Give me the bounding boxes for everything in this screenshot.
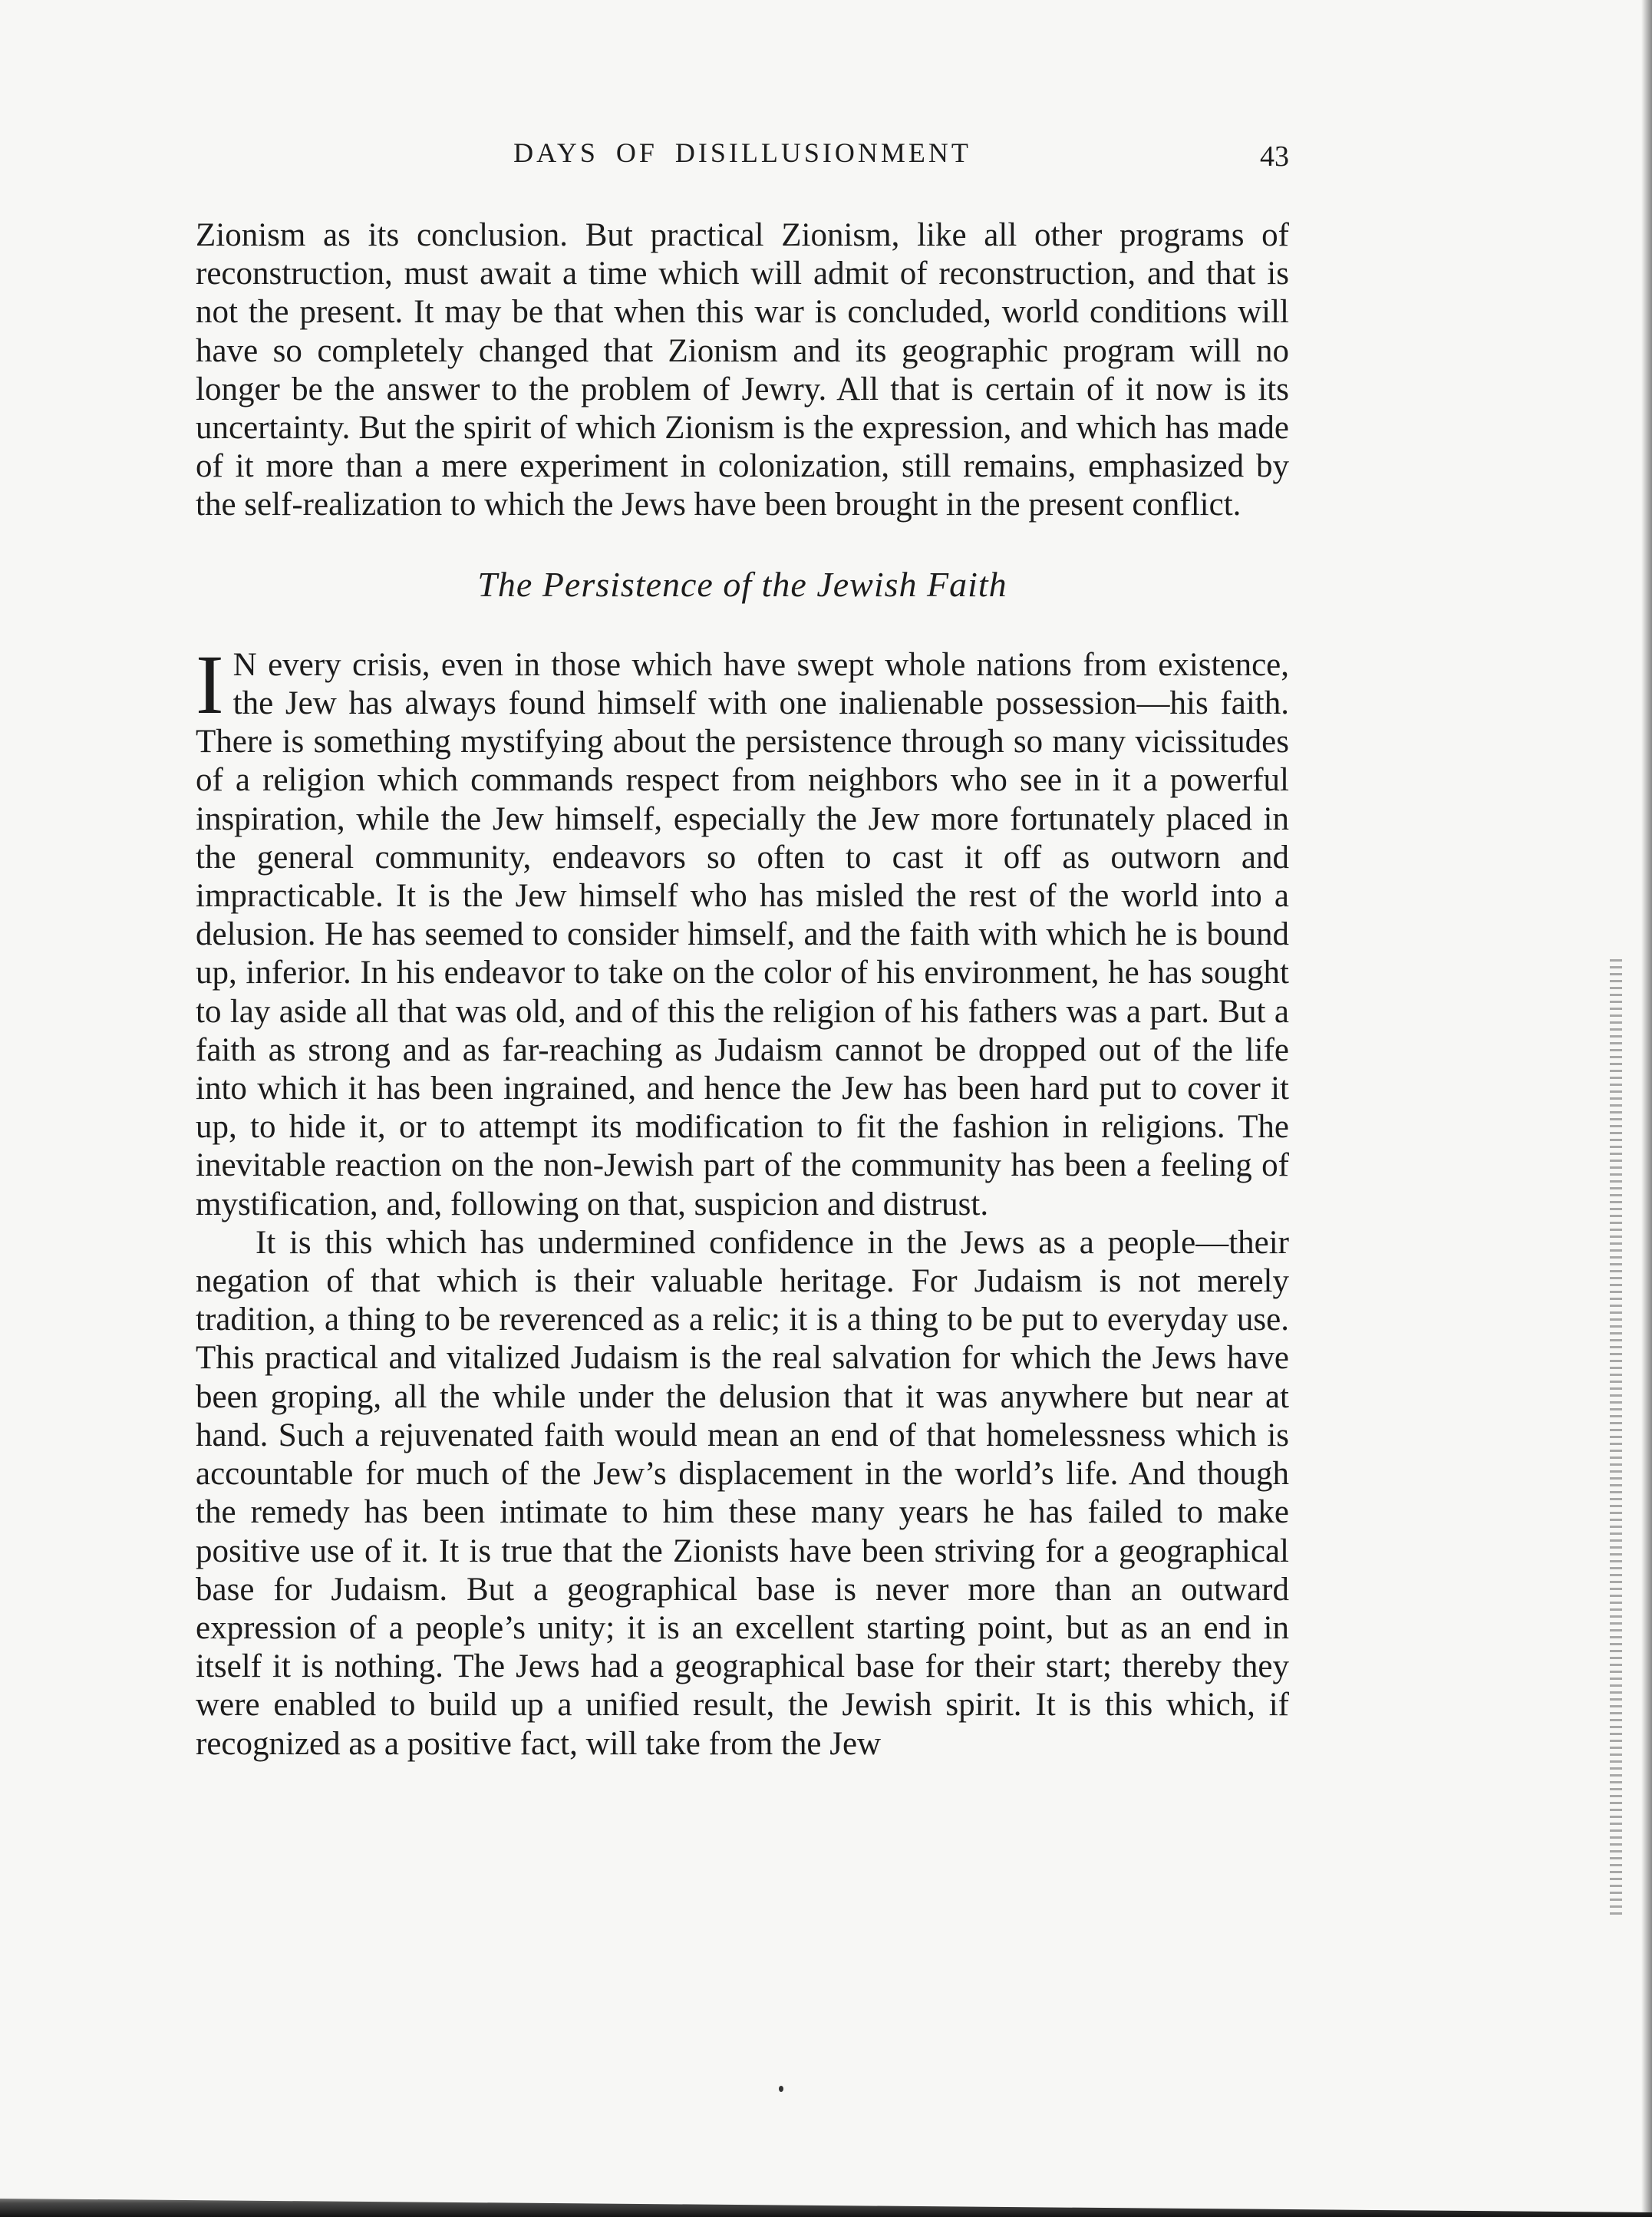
page-speck: [779, 2086, 783, 2092]
opening-paragraph: Zionism as its conclusion. But practical Zionism, like all other programs of reconstruction, must await a time which will admit of reconstruction, and that is not the present. It may be that when this war is concluded, world conditions will have so completely changed that Zionism and its geographic program will no longer be the answer to the problem of Jewry. All that is certain of it now is its uncertainty. But the spirit of which Zionism is the expression, and which has made of it more than a mere experiment in colonization, still remains, emphasized by the self-realization to which the Jews have been brought in the present conflict.: [196, 217, 1289, 523]
binding-edge-marks: [1610, 959, 1622, 1918]
page-bottom-edge-shadow: [0, 2186, 1652, 2217]
text-block: [196, 216, 1289, 1763]
section-heading: The Persistence of the Jewish Faith: [477, 564, 1007, 604]
drop-cap: I: [196, 637, 224, 731]
running-head: DAYS OF DISILLUSIONMENT: [513, 137, 971, 168]
section-paragraph-1: [196, 637, 1289, 1224]
page-header: [196, 137, 1289, 183]
drop-cap-continuation: N: [232, 646, 257, 683]
page-number: 43: [1260, 140, 1289, 173]
page-right-edge-shadow: [1641, 0, 1652, 2217]
section-paragraph-1-text: every crisis, even in those which have swept whole nations from existence, the Jew has always found himself with one inalienable possession—his faith. There is something mystifying about the persistence through so many vicissitudes of a religion which commands respect from neighbors who see in it a powerful inspiration, while the Jew himself, especially the Jew more fortunately placed in the general community, endeavors so often to cast it off as outworn and impracticable. It is the Jew himself who has misled the rest of the world into a delusion. He has seemed to consider himself, and the faith with which he is bound up, inferior. In his endeavor to take on the color of his environment, he has sought to lay aside all that was old, and of this the religion of his fathers was a part. But a faith as strong and as far-reaching as Judaism cannot be dropped out of the life into which it has been ingrained, and hence the Jew has been hard put to cover it up, to hide it, or to attempt its modification to fit the fashion in religions. The inevitable reaction on the non-Jewish part of the community has been a feeling of mystification, and, following on that, suspicion and distrust.: [196, 646, 1289, 1222]
section-paragraph-2: It is this which has undermined confidence in the Jews as a people—their negation of that which is their valuable heritage. For Judaism is not merely tradition, a thing to be reverenced as a relic; it is a thing to be put to everyday use. This practical and vitalized Judaism is the real salvation for which the Jews have been groping, all the while under the delusion that it was anywhere but near at hand. Such a rejuvenated faith would mean an end of that homelessness which is accountable for much of the Jew’s displacement in the world’s life. And though the remedy has been intimate to him these many years he has failed to make positive use of it. It is true that the Zionists have been striving for a geographical base for Judaism. But a geographical base is never more than an outward expression of a people’s unity; it is an excellent starting point, but as an end in itself it is nothing. The Jews had a geographical base for their start; thereby they were enabled to build up a unified result, the Jewish spirit. It is this which, if recognized as a positive fact, will take from the Jew: [196, 1224, 1289, 1762]
